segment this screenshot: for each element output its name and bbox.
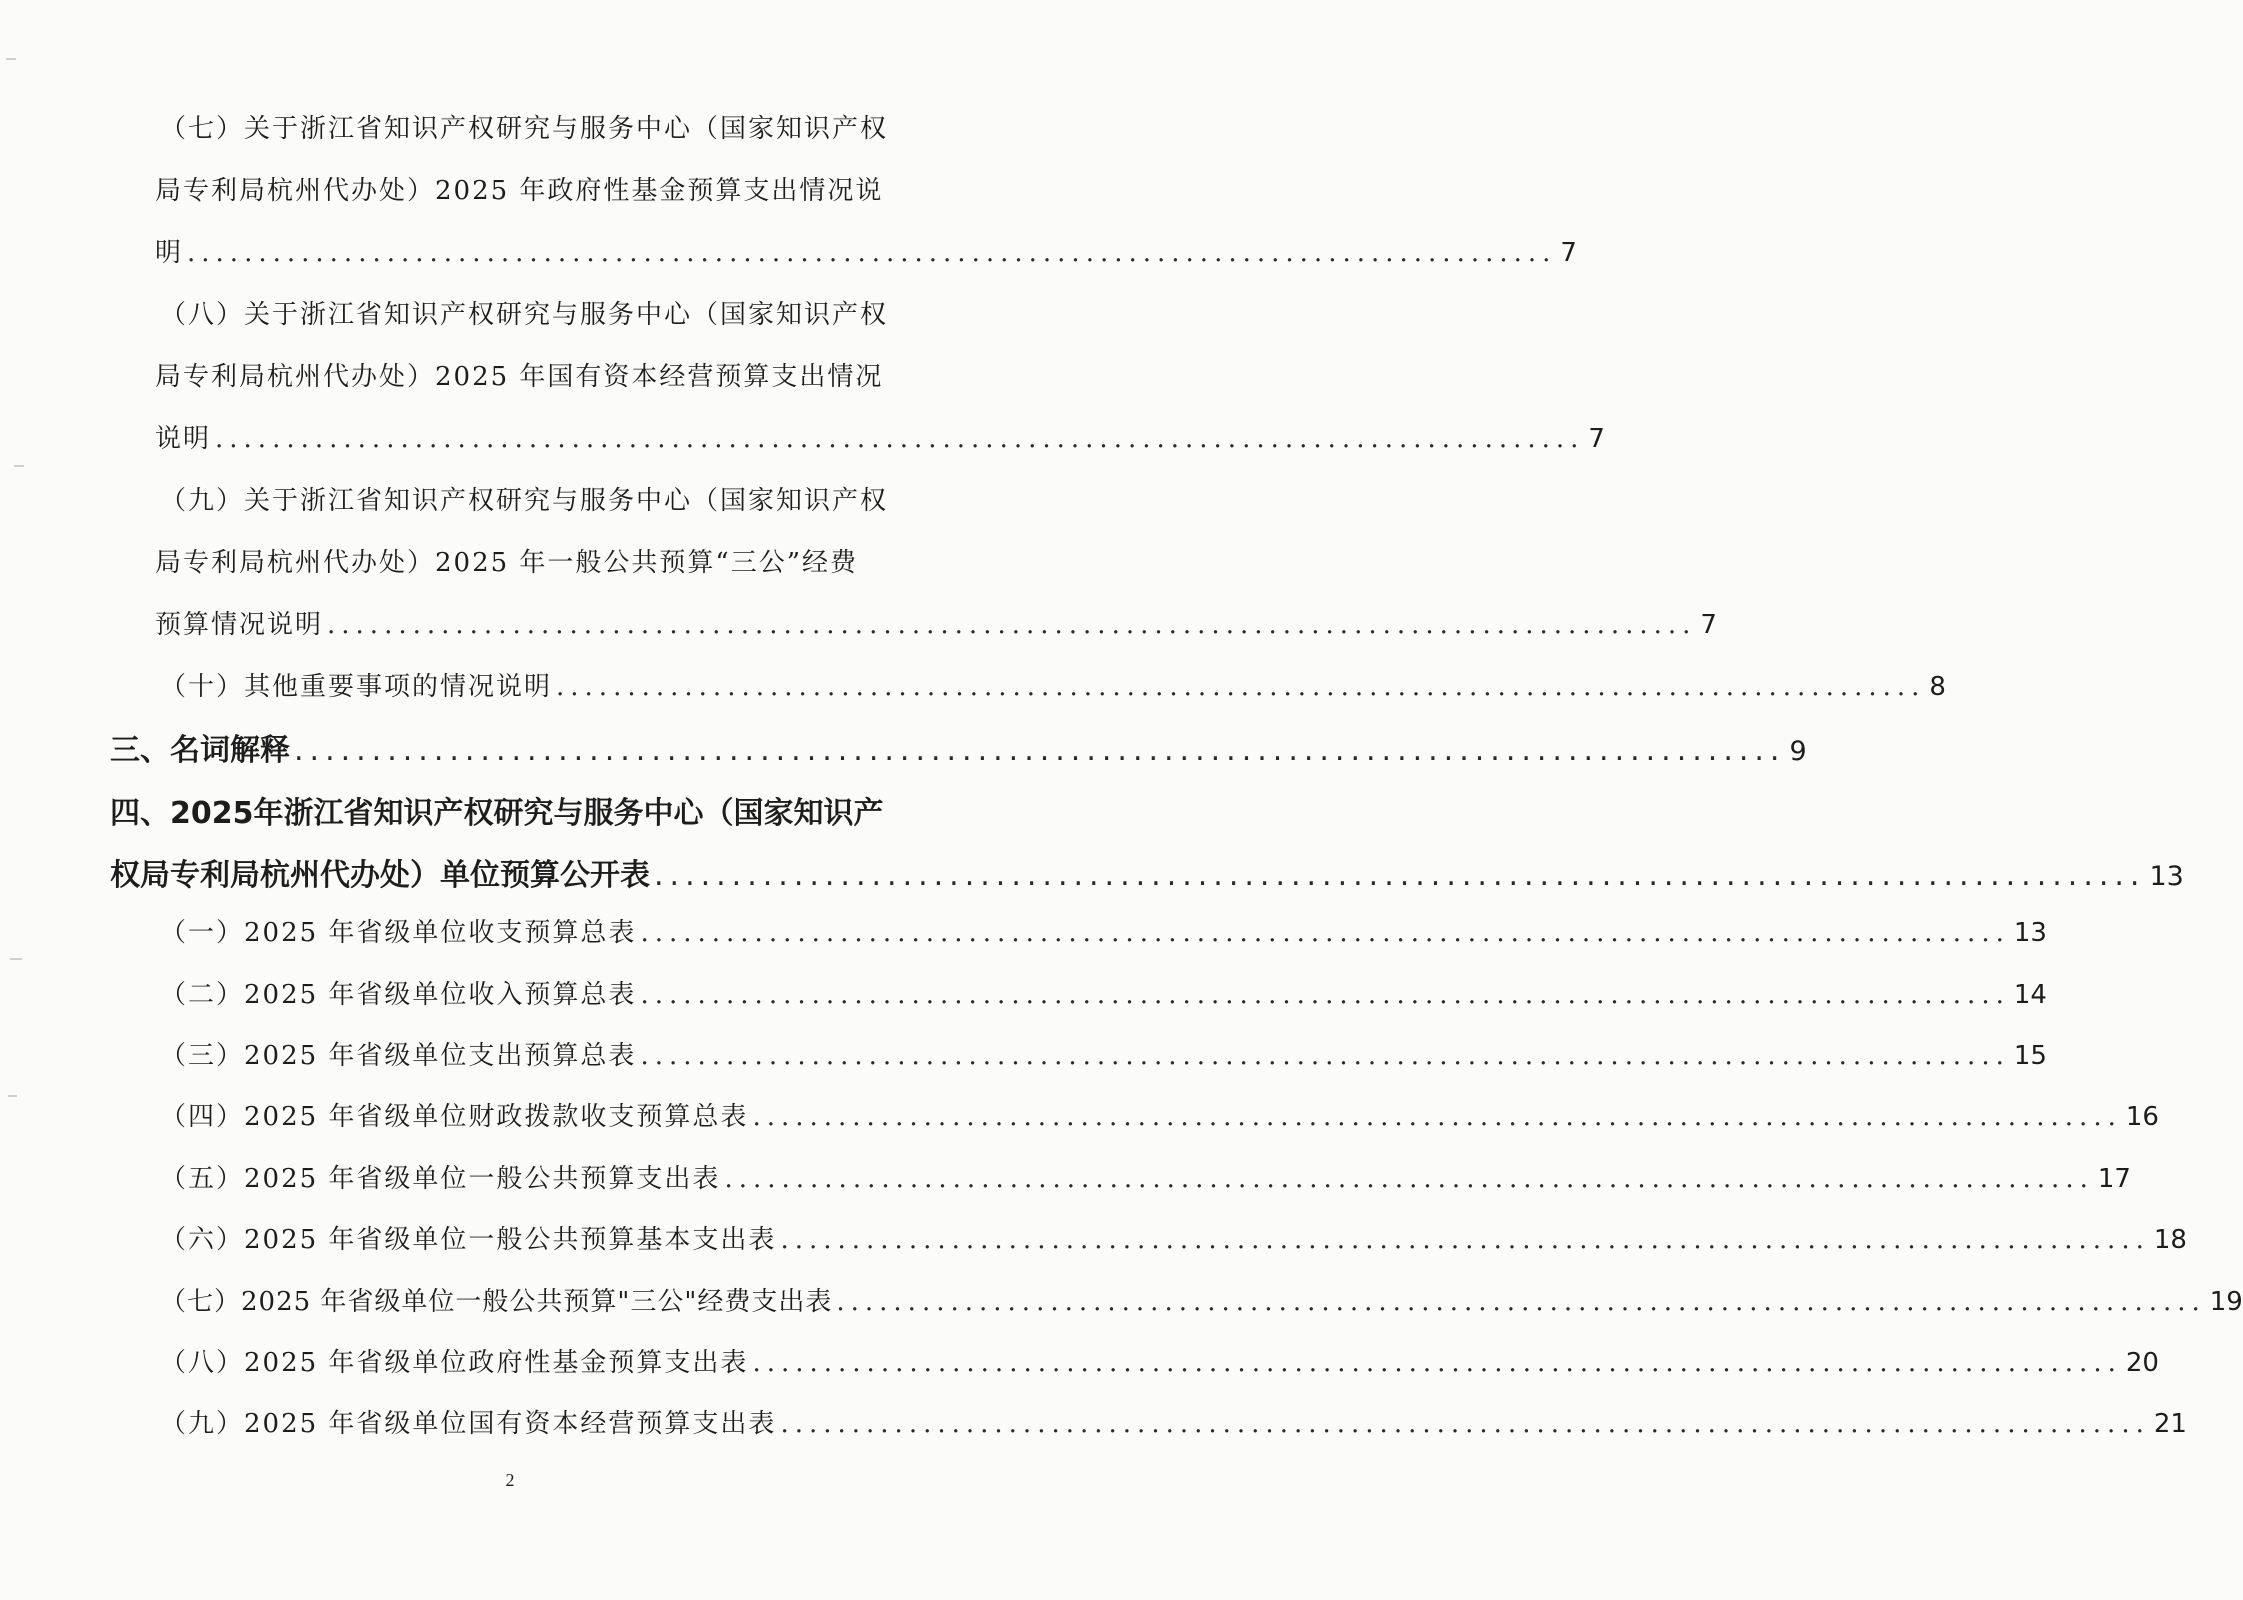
scan-speck — [8, 1095, 17, 1097]
toc-table-5[interactable] — [160, 1158, 2131, 1195]
toc-page-number: 19 — [2209, 1287, 2243, 1317]
toc-entry-9-line2 — [155, 542, 915, 579]
toc-page-number: 18 — [2153, 1225, 2187, 1255]
toc-table-7[interactable] — [160, 1281, 2243, 1318]
toc-entry-10[interactable] — [160, 666, 1946, 703]
scan-speck — [6, 58, 16, 60]
toc-page-number: 7 — [1588, 424, 1605, 454]
dot-leader: ................................................................................................ — [187, 238, 1557, 268]
toc-page-number: 13 — [2149, 861, 2184, 892]
toc-text: 局专利局杭州代办处）2025 年政府性基金预算支出情况说 — [155, 176, 884, 206]
toc-table-9[interactable] — [160, 1403, 2187, 1440]
dot-leader: ................................................................................................ — [327, 610, 1697, 640]
toc-text: （一）2025 年省级单位收支预算总表 — [160, 918, 637, 948]
toc-text: （八）关于浙江省知识产权研究与服务中心（国家知识产权 — [160, 300, 889, 330]
dot-leader: ................................................................................................ — [724, 1164, 2094, 1194]
toc-entry-8-line2 — [155, 356, 915, 393]
scan-speck — [14, 465, 24, 467]
toc-page-number: 21 — [2153, 1409, 2187, 1439]
toc-table-2[interactable] — [160, 974, 2047, 1011]
toc-page-number: 7 — [1560, 238, 1577, 268]
toc-text: 说明 — [155, 424, 212, 454]
toc-text: 局专利局杭州代办处）2025 年国有资本经营预算支出情况 — [155, 362, 884, 392]
dot-leader: ................................................................................................ — [215, 424, 1585, 454]
toc-entry-7-line3[interactable] — [155, 232, 1577, 269]
toc-text: 权局专利局杭州代办处）单位预算公开表 — [110, 858, 650, 893]
toc-text: （十）其他重要事项的情况说明 — [160, 672, 553, 702]
toc-text: （七）2025 年省级单位一般公共预算"三公"经费支出表 — [160, 1287, 833, 1317]
toc-text: （六）2025 年省级单位一般公共预算基本支出表 — [160, 1225, 777, 1255]
toc-text: （三）2025 年省级单位支出预算总表 — [160, 1041, 637, 1071]
page-number: 2 — [505, 1470, 515, 1490]
toc-page-number: 15 — [2013, 1041, 2047, 1071]
toc-section-4-line2[interactable] — [110, 850, 2184, 894]
toc-page-number: 20 — [2125, 1348, 2159, 1378]
toc-text: （九）2025 年省级单位国有资本经营预算支出表 — [160, 1409, 777, 1439]
toc-entry-7-line2 — [155, 170, 915, 207]
toc-text: 明 — [155, 238, 184, 268]
toc-page-number: 8 — [1929, 672, 1946, 702]
toc-page-number: 7 — [1700, 610, 1717, 640]
toc-page-number: 13 — [2013, 918, 2047, 948]
dot-leader: ................................................................................................ — [640, 980, 2010, 1010]
dot-leader: ................................................................................................ — [780, 1409, 2150, 1439]
toc-table-6[interactable] — [160, 1219, 2187, 1256]
toc-page-number: 17 — [2097, 1164, 2131, 1194]
toc-entry-8-line3[interactable] — [155, 418, 1605, 455]
dot-leader: ................................................................................................ — [640, 1041, 2010, 1071]
dot-leader: ................................................................................................ — [294, 733, 1786, 768]
toc-text: 预算情况说明 — [155, 610, 324, 640]
scan-speck — [10, 958, 22, 960]
toc-table-1[interactable] — [160, 912, 2047, 949]
toc-text: （七）关于浙江省知识产权研究与服务中心（国家知识产权 — [160, 114, 889, 144]
toc-page-number: 14 — [2013, 980, 2047, 1010]
dot-leader: ................................................................................................ — [752, 1102, 2122, 1132]
toc-text: （八）2025 年省级单位政府性基金预算支出表 — [160, 1348, 749, 1378]
dot-leader: ................................................................................................ — [640, 918, 2010, 948]
toc-text: 三、名词解释 — [110, 733, 290, 768]
dot-leader: ................................................................................................ — [654, 858, 2146, 893]
toc-text: （二）2025 年省级单位收入预算总表 — [160, 980, 637, 1010]
toc-section-4-line1 — [110, 788, 910, 832]
toc-table-4[interactable] — [160, 1096, 2159, 1133]
toc-text: 四、2025年浙江省知识产权研究与服务中心（国家知识产 — [110, 796, 884, 831]
toc-entry-9-line3[interactable] — [155, 604, 1717, 641]
dot-leader: ................................................................................................ — [780, 1225, 2150, 1255]
dot-leader: ................................................................................................ — [752, 1348, 2122, 1378]
toc-entry-8-line1 — [160, 294, 920, 331]
dot-leader: ................................................................................................ — [836, 1287, 2206, 1317]
toc-entry-7-line1 — [160, 108, 920, 145]
toc-text: （五）2025 年省级单位一般公共预算支出表 — [160, 1164, 721, 1194]
toc-text: 局专利局杭州代办处）2025 年一般公共预算“三公”经费 — [155, 548, 859, 578]
dot-leader: ................................................................................................ — [556, 672, 1926, 702]
toc-page-number: 16 — [2125, 1102, 2159, 1132]
toc-page-number: 9 — [1789, 736, 1807, 767]
toc-text: （九）关于浙江省知识产权研究与服务中心（国家知识产权 — [160, 486, 889, 516]
toc-section-3[interactable] — [110, 725, 1807, 769]
toc-text: （四）2025 年省级单位财政拨款收支预算总表 — [160, 1102, 749, 1132]
toc-table-3[interactable] — [160, 1035, 2047, 1072]
toc-table-8[interactable] — [160, 1342, 2159, 1379]
toc-entry-9-line1 — [160, 480, 920, 517]
